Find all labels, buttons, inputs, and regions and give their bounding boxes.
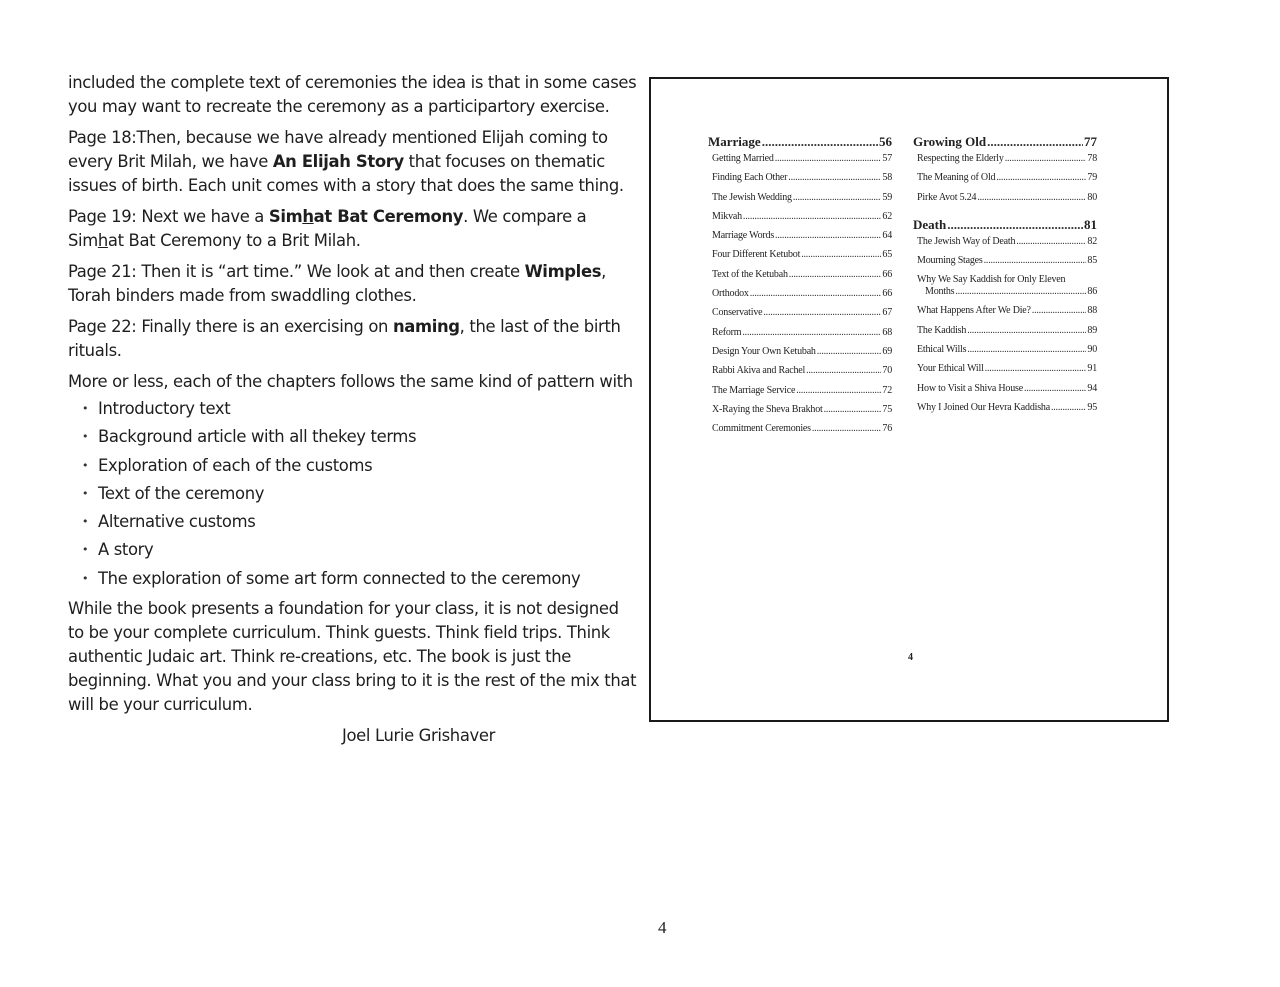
toc-leader	[996, 172, 1086, 184]
toc-page: 56	[879, 134, 892, 149]
toc-page: 81	[1084, 216, 1097, 232]
bullet-item: • Alternative customs	[68, 508, 638, 536]
toc-entry-title: The Jewish Way of Death	[917, 235, 1016, 247]
underlined-text: h	[302, 207, 314, 226]
toc-page: 88	[1087, 305, 1097, 317]
toc-page: 68	[882, 326, 892, 338]
toc-page-number: 4	[908, 652, 913, 663]
bullet-item: • Text of the ceremony	[68, 480, 638, 508]
toc-entry-title: Ethical Wills	[917, 344, 967, 356]
bullet-item: • Introductory text	[68, 395, 638, 423]
toc-page: 75	[882, 403, 892, 415]
toc-entry	[712, 288, 892, 300]
paragraph	[68, 260, 638, 308]
toc-entry	[712, 192, 892, 204]
toc-section-title: Death	[913, 216, 947, 232]
toc-column	[913, 134, 1097, 421]
body-text	[68, 71, 638, 755]
toc-page: 76	[882, 423, 892, 435]
toc-page: 80	[1087, 191, 1097, 203]
bullet-item: • Exploration of each of the customs	[68, 452, 638, 480]
toc-leader	[1016, 236, 1086, 248]
text: at Bat Ceremony to a Brit Milah.	[107, 231, 361, 250]
toc-page: 69	[882, 345, 892, 357]
toc-entry-title: Commitment Ceremonies	[712, 423, 811, 435]
text: Page 18:Then, because we have already mentioned Elijah coming to every Brit Milah, we have	[68, 128, 608, 171]
toc-page: 58	[882, 172, 892, 184]
toc-entry	[917, 192, 1097, 204]
toc-page: 67	[882, 307, 892, 319]
toc-entries	[913, 236, 1097, 267]
toc-entry	[917, 325, 1097, 337]
page-number: 4	[658, 918, 667, 937]
toc-leader	[977, 192, 1086, 204]
toc-leader	[742, 327, 881, 339]
toc-entry-title: Orthodox	[712, 288, 749, 300]
toc-leader	[1005, 153, 1087, 165]
toc-entry-title: How to Visit a Shiva House	[917, 382, 1023, 394]
toc-entry-title: Conservative	[712, 307, 763, 319]
toc-leader	[984, 255, 1087, 267]
toc-entry-title: Marriage Words	[712, 230, 775, 242]
text: Page 19: Next we have a	[68, 207, 269, 226]
paragraph	[68, 205, 638, 253]
bold-text: naming	[392, 317, 460, 336]
toc-leader	[793, 192, 882, 204]
toc-entry	[917, 363, 1097, 375]
toc-leader	[967, 344, 1086, 356]
toc-page: 77	[1084, 134, 1097, 149]
toc-entry-title: Mourning Stages	[917, 254, 983, 266]
toc-page: 79	[1087, 172, 1097, 184]
toc-entry-title: Respecting the Elderly	[917, 153, 1004, 164]
toc-entry-title: Rabbi Akiva and Rachel	[712, 365, 806, 377]
text: , Torah binders made from swaddling clothes.	[68, 262, 607, 305]
text: Page 22: Finally there is an exercising on	[68, 317, 393, 336]
toc-page: 57	[882, 153, 892, 164]
text: Sim	[268, 207, 303, 226]
toc-entry-title: X-Raying the Sheva Brakhot	[712, 403, 823, 415]
toc-entry-title: Pirke Avot 5.24	[917, 191, 977, 203]
toc-leader	[1032, 305, 1087, 317]
toc-leader	[812, 423, 882, 435]
toc-leader	[789, 269, 882, 281]
toc-entry-title: Four Different Ketubot	[712, 249, 801, 261]
toc-leader	[801, 249, 881, 261]
toc-entry	[917, 255, 1097, 267]
toc-page: 70	[882, 365, 892, 377]
toc-page: 72	[882, 384, 892, 396]
toc-leader	[947, 217, 1083, 233]
toc-entry-title: The Marriage Service	[712, 384, 796, 396]
toc-leader	[750, 288, 882, 300]
toc-leader	[824, 404, 882, 416]
toc-entry-title: The Meaning of Old	[917, 172, 996, 184]
toc-page: 65	[882, 249, 892, 261]
bold-text: An Elijah Story	[272, 152, 404, 171]
toc-entry-title: Getting Married	[712, 153, 774, 164]
bold-text: Wimples	[524, 262, 602, 281]
toc-leader	[817, 346, 882, 358]
bullet-item: • Background article with all thekey terms	[68, 423, 638, 451]
bullet-list	[68, 395, 638, 593]
toc-entry	[917, 402, 1097, 414]
bullet-item: • A story	[68, 536, 638, 564]
text: , the last of the birth rituals.	[68, 317, 621, 360]
toc-entry-title: Why We Say Kaddish for Only Eleven	[917, 274, 1066, 286]
toc-entry-title: What Happens After We Die?	[917, 305, 1031, 317]
toc-entry	[712, 269, 892, 281]
toc-page-image	[649, 77, 1169, 722]
toc-entries	[913, 153, 1097, 204]
toc-entry	[712, 385, 892, 397]
paragraph	[68, 126, 638, 198]
toc-leader	[985, 363, 1087, 375]
toc-section-heading	[913, 217, 1097, 233]
toc-entry	[712, 230, 892, 242]
toc-leader	[796, 385, 881, 397]
toc-entry	[917, 305, 1097, 317]
text: Page 21: Then it is “art time.” We look at and then create	[68, 262, 525, 281]
toc-entry	[712, 307, 892, 319]
toc-page: 90	[1087, 344, 1097, 356]
toc-entry-title: Finding Each Other	[712, 172, 788, 184]
toc-leader	[775, 153, 882, 165]
toc-page: 95	[1087, 401, 1097, 413]
toc-column	[708, 134, 892, 442]
bullet-item: • The exploration of some art form connected to the ceremony	[68, 565, 638, 593]
toc-entry	[917, 153, 1097, 165]
toc-entry-title: Months	[925, 286, 955, 298]
paragraph	[68, 315, 638, 363]
toc-entries	[913, 305, 1097, 413]
toc-leader	[762, 134, 878, 150]
toc-entry	[712, 249, 892, 261]
toc-entry	[712, 327, 892, 339]
text: . We compare a Sim	[68, 207, 587, 250]
toc-entry	[712, 423, 892, 435]
toc-page: 85	[1087, 254, 1097, 266]
toc-page: 86	[1087, 286, 1097, 298]
toc-entry-title: Design Your Own Ketubah	[712, 345, 816, 357]
toc-entry	[917, 344, 1097, 356]
toc-leader	[987, 134, 1083, 150]
toc-page: 64	[882, 230, 892, 242]
toc-page: 82	[1087, 235, 1097, 247]
text: at Bat Ceremony	[313, 207, 464, 226]
toc-page: 66	[882, 288, 892, 300]
toc-entry	[917, 172, 1097, 184]
underlined-text: h	[97, 231, 108, 250]
toc-page: 62	[882, 210, 892, 222]
toc-entry-title: Text of the Ketubah	[712, 268, 788, 280]
bold-text	[269, 207, 463, 226]
toc-entry-title: Your Ethical Will	[917, 363, 984, 375]
toc-leader	[763, 307, 881, 319]
toc-entry	[712, 404, 892, 416]
toc-entry	[917, 236, 1097, 248]
toc-entry-title: Mikvah	[712, 210, 742, 222]
text: that focuses on thematic issues of birth. Each unit comes with a story that does the same thing.	[68, 152, 624, 195]
toc-page: 91	[1087, 363, 1097, 375]
toc-entry-title: Why I Joined Our Hevra Kaddisha	[917, 401, 1050, 413]
toc-entry-title: Reform	[712, 326, 742, 338]
toc-leader	[775, 230, 881, 242]
paragraph: More or less, each of the chapters follows the same kind of pattern with	[68, 372, 633, 391]
paragraph: While the book presents a foundation for your class, it is not designed to be your complete curriculum. Think guests. Think field trips. Think authentic Judaic art. Think re-creations, etc. The book is just the beginning. What you and your class bring to it is the rest of the mix that will be your curriculum.	[68, 599, 637, 715]
toc-entry	[917, 274, 1097, 298]
toc-entries	[708, 153, 892, 435]
toc-section-heading	[913, 134, 1097, 150]
paragraph: included the complete text of ceremonies the idea is that in some cases you may want to recreate the ceremony as a participartory exercise.	[68, 73, 637, 116]
toc-section-title: Marriage	[708, 134, 761, 149]
toc-leader	[955, 286, 1086, 298]
toc-page: 78	[1087, 153, 1097, 164]
toc-leader	[788, 172, 881, 184]
toc-section-title: Growing Old	[913, 134, 987, 149]
toc-page: 66	[882, 268, 892, 280]
toc-leader	[743, 211, 881, 223]
toc-page: 59	[882, 191, 892, 203]
toc-page: 89	[1087, 324, 1097, 336]
toc-entry-title: The Jewish Wedding	[712, 191, 792, 203]
toc-leader	[1051, 402, 1086, 414]
toc-entry	[712, 365, 892, 377]
toc-entry	[712, 172, 892, 184]
toc-entry	[712, 211, 892, 223]
toc-entry-title: The Kaddish	[917, 324, 967, 336]
toc-leader	[806, 365, 881, 377]
author-signature: Joel Lurie Grishaver	[342, 726, 496, 746]
toc-section-heading	[708, 134, 892, 150]
toc-page: 94	[1087, 382, 1097, 394]
toc-entry	[712, 346, 892, 358]
toc-leader	[1024, 383, 1086, 395]
toc-leader	[967, 325, 1086, 337]
toc-entry	[917, 383, 1097, 395]
toc-entry	[712, 153, 892, 165]
